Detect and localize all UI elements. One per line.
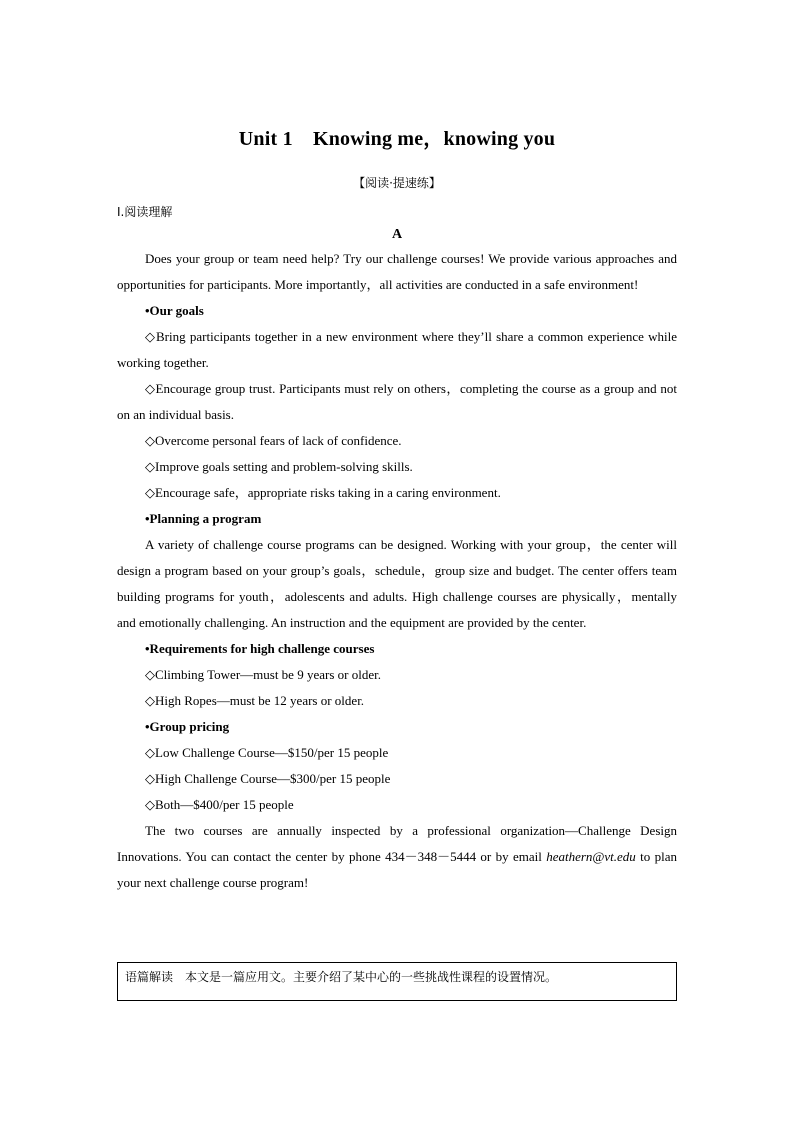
discourse-note-box <box>117 962 677 1001</box>
goal-item: ◇Bring participants together in a new environment where they’ll share a common experience while working together. <box>117 329 677 370</box>
goals-heading: •Our goals <box>145 303 204 318</box>
pricing-item: ◇Low Challenge Course—$150/per 15 people <box>145 745 389 760</box>
goal-item: ◇Encourage group trust. Participants must rely on others，completing the course as a group and not on an individual basis. <box>117 381 677 422</box>
note-label: 语篇解读 <box>125 970 174 984</box>
closing-text: The two courses are annually inspected by a professional organization—Challenge Design Innovations. You can contact the center by phone 434－348－5444 or by email <box>117 823 677 864</box>
goal-item: ◇Improve goals setting and problem-solving skills. <box>145 459 413 474</box>
requirement-item: ◇Climbing Tower—must be 9 years or older. <box>145 667 381 682</box>
note-text: 本文是一篇应用文。主要介绍了某中心的一些挑战性课程的设置情况。 <box>185 970 558 984</box>
passage-label: A <box>391 227 403 242</box>
pricing-heading: •Group pricing <box>145 719 230 734</box>
intro-paragraph: Does your group or team need help? Try our challenge courses! We provide various approaches and opportunities for participants. More importantly，all activities are conducted in a safe environment! <box>117 251 677 292</box>
email-address: heathern@vt.edu <box>546 849 636 864</box>
passage-body <box>117 246 677 896</box>
pricing-item: ◇Both—$400/per 15 people <box>145 797 294 812</box>
planning-heading: •Planning a program <box>145 511 262 526</box>
closing-paragraph <box>117 818 677 896</box>
closing-text-end: to plan your next challenge course program! <box>117 849 677 890</box>
requirements-heading: •Requirements for high challenge courses <box>145 641 375 656</box>
planning-paragraph: A variety of challenge course programs can be designed. Working with your group，the center will design a program based on your group’s goals，schedule，group size and budget. The center offers team building programs for youth，adolescents and adults. High challenge courses are physically，mentally and emotionally challenging. An instruction and the equipment are provided by the center. <box>117 537 677 630</box>
goal-item: ◇Overcome personal fears of lack of confidence. <box>145 433 402 448</box>
section-heading: Ⅰ.阅读理解 <box>117 205 173 219</box>
page-title: Unit 1 Knowing me，knowing you <box>238 128 556 150</box>
goal-item: ◇Encourage safe，appropriate risks taking in a caring environment. <box>145 485 501 500</box>
requirement-item: ◇High Ropes—must be 12 years or older. <box>145 693 365 708</box>
pricing-item: ◇High Challenge Course—$300/per 15 people <box>145 771 391 786</box>
exercise-subtitle: 【阅读·提速练】 <box>353 176 441 190</box>
